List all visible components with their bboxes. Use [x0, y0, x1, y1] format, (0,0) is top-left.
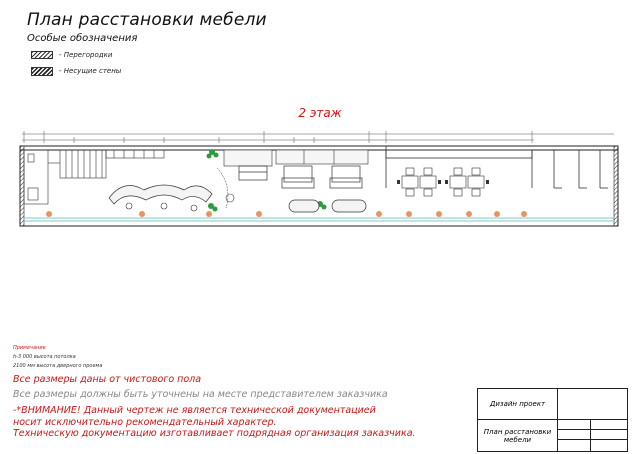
dimension-lines	[22, 131, 614, 143]
sofa-group	[239, 166, 362, 188]
wall-hatch-swatch	[31, 67, 53, 76]
facade-glazing	[24, 218, 614, 221]
partition-walls	[386, 146, 608, 188]
lounge-sofas	[289, 200, 366, 212]
staircase	[60, 150, 164, 178]
round-table	[226, 194, 234, 202]
stamp-gridline	[558, 429, 627, 430]
stamp-sheet-title: План расстановки мебели	[478, 420, 558, 451]
stamp-gridline	[590, 419, 591, 451]
floor-label: 2 этаж	[298, 106, 342, 120]
dining-tables	[402, 168, 484, 196]
notes-line: 2100 мм высота дверного проема	[13, 363, 103, 369]
notes-block	[13, 344, 102, 371]
title-block	[477, 388, 628, 452]
stamp-project: Дизайн проект	[478, 389, 558, 420]
legend-item-label: - Перегородки	[59, 51, 113, 59]
notes-header: Примечание	[13, 345, 46, 351]
warning-line: носит исключительно рекомендательный характер.	[13, 416, 277, 428]
warning-line: Техническую документацию изготавливает подрядная организация заказчика.	[13, 428, 416, 439]
floor-plan	[14, 128, 626, 238]
notes-line: h-3 000 высота потолка	[13, 354, 76, 360]
legend-item-label: - Несущие стены	[59, 67, 122, 75]
restroom-block	[24, 150, 60, 204]
sofa-tables	[126, 203, 197, 211]
verification-note: Все размеры должны быть уточнены на месте представителем заказчика	[13, 389, 388, 400]
load-bearing-wall-left	[20, 146, 24, 226]
dining-chairs	[397, 180, 489, 184]
stamp-gridline	[558, 439, 627, 440]
stamp-gridline	[558, 419, 627, 420]
door-swing	[217, 168, 228, 208]
warning-line: -*ВНИМАНИЕ! Данный чертеж не является технической документацией	[13, 405, 376, 416]
dimensions-note: Все размеры даны от чистового пола	[13, 374, 202, 385]
curved-sofa	[109, 185, 212, 204]
bar-counter	[224, 150, 368, 166]
legend-item-load-bearing-walls	[31, 66, 121, 76]
warning-block	[13, 405, 416, 440]
legend-title: Особые обозначения	[27, 33, 138, 44]
partition-hatch-swatch	[31, 51, 53, 59]
legend-item-partitions	[31, 50, 112, 60]
drawing-title: План расстановки мебели	[27, 10, 267, 30]
load-bearing-wall-right	[614, 146, 618, 226]
accent-lamps	[46, 211, 527, 217]
